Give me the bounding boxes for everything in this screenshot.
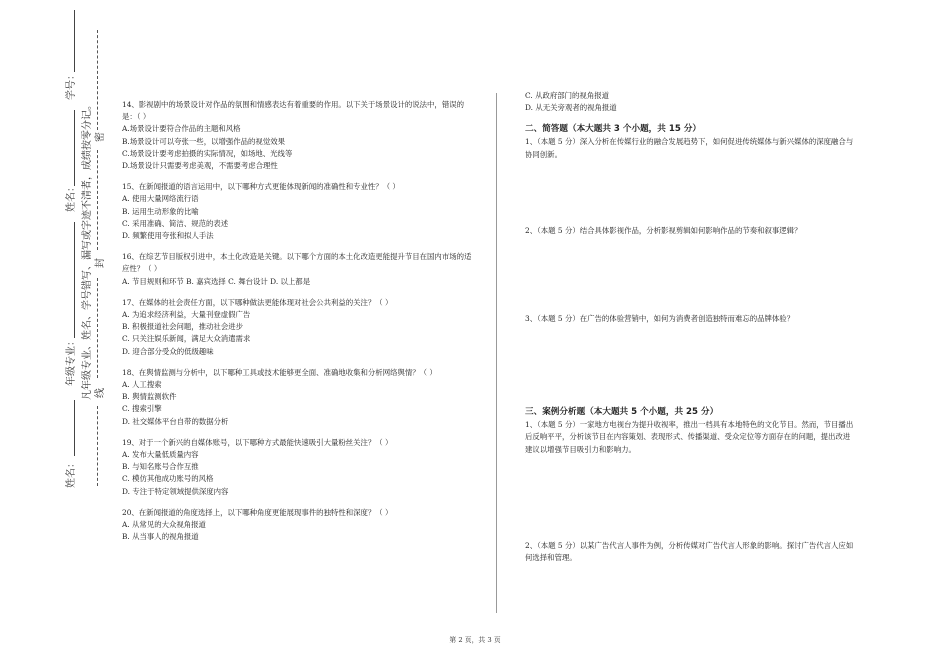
option: B. 与知名账号合作互推 xyxy=(122,462,199,472)
option: B. 从当事人的视角报道 xyxy=(122,532,199,542)
option: D. 专注于特定领域提供深度内容 xyxy=(122,486,229,496)
question-stem: 15、在新闻报道的语言运用中，以下哪种方式更能体现新闻的准确性和专业性？（ ） xyxy=(122,182,400,192)
option: C. 从政府部门的视角报道 xyxy=(525,91,609,100)
student-id-label: 学号： xyxy=(66,70,77,100)
question-17 xyxy=(122,297,472,358)
section-title-case-analysis: 三、案例分析题（本大题共 5 个小题，共 25 分） xyxy=(525,407,719,418)
right-column xyxy=(525,90,855,564)
option: A. 使用大量网络流行语 xyxy=(122,194,199,204)
question-stem: 19、对于一个新兴的自媒体账号，以下哪种方式最能快速吸引大量粉丝关注？（ ） xyxy=(122,437,393,447)
option: B. 舆情监测软件 xyxy=(122,392,177,402)
student-id-underline xyxy=(74,10,75,72)
case-question-1: 1、（本题 5 分）一家地方电视台为提升收视率，推出一档具有本地特色的文化节目。然而，节目播出后反响平平，分析该节目在内容策划、表现形式、传播渠道、受众定位等方面存在的问题，提出改进建议以增强节目吸引力和影响力。 xyxy=(525,420,854,454)
option: D.场景设计只需要考虑美观，不需要考虑合理性 xyxy=(122,161,278,171)
school-label: 姓名： xyxy=(66,458,77,488)
page-number: 第 2 页，共 3 页 xyxy=(449,636,501,644)
option: D. 频繁使用夸张和拟人手法 xyxy=(122,231,214,241)
question-14 xyxy=(122,99,472,172)
option: C. 模仿其他成功账号的风格 xyxy=(122,474,214,484)
question-stem: 17、在媒体的社会责任方面，以下哪种做法更能体现对社会公共利益的关注？（ ） xyxy=(122,297,393,307)
option: D. 社交媒体平台自带的数据分析 xyxy=(122,416,229,426)
option: D. 迎合部分受众的低级趣味 xyxy=(122,346,214,356)
option: A.场景设计要符合作品的主题和风格 xyxy=(122,124,241,134)
seal-line-segment xyxy=(97,30,98,130)
option: C. 采用准确、简洁、规范的表述 xyxy=(122,218,229,228)
section-title-short-answer: 二、简答题（本大题共 3 个小题，共 15 分） xyxy=(525,124,702,135)
left-column xyxy=(122,99,472,544)
option: D. 从无关旁观者的视角报道 xyxy=(525,103,617,113)
case-question-2: 2、（本题 5 分）以某广告代言人事件为例，分析传媒对广告代言人形象的影响。探讨广告代言人应如何选择和管理。 xyxy=(525,540,854,563)
option: A. 人工搜索 xyxy=(122,380,162,390)
seal-line-segment xyxy=(97,278,98,378)
option: A. 从常见的大众视角报道 xyxy=(122,520,206,530)
option: B. 运用生动形象的比喻 xyxy=(122,206,199,216)
school-underline xyxy=(74,400,75,456)
seal-word-mi: 密 xyxy=(95,132,106,142)
question-18 xyxy=(122,367,472,428)
question-stem: 20、在新闻报道的角度选择上，以下哪种角度更能展现事件的独特性和深度？（ ） xyxy=(122,507,393,517)
seal-word-feng: 封 xyxy=(95,258,106,268)
seal-line-segment xyxy=(97,406,98,486)
option: C. 搜索引擎 xyxy=(122,404,162,414)
option: A. 发布大量低质量内容 xyxy=(122,450,199,460)
option: C. 只关注娱乐新闻，满足大众消遣需求 xyxy=(122,334,251,344)
question-20 xyxy=(122,507,472,544)
major-label: 年级专业： xyxy=(66,336,77,386)
seal-line-segment xyxy=(97,150,98,250)
short-answer-question-1: 1、（本题 5 分）深入分析在传媒行业的融合发展趋势下，如何促进传统媒体与新兴媒体的深度融合与协同创新。 xyxy=(525,137,854,159)
question-15 xyxy=(122,181,472,242)
question-stem: 14、影视剧中的场景设计对作品的氛围和情感表达有着重要的作用。以下关于场景设计的说法中，错误的是：（ ） xyxy=(122,100,464,122)
binding-warning: 凡年级专业、姓名、学号错写、漏写或字迹不清者，成绩按零分记。 xyxy=(82,100,93,400)
question-stem: 18、在舆情监测与分析中，以下哪种工具或技术能够更全面、准确地收集和分析网络舆情？（ ） xyxy=(122,367,437,377)
question-16 xyxy=(122,251,472,288)
name-label: 姓名： xyxy=(66,182,77,212)
column-divider xyxy=(496,93,497,613)
major-underline xyxy=(74,222,75,338)
option: B. 积极报道社会问题，推动社会进步 xyxy=(122,322,243,332)
short-answer-question-2: 2、（本题 5 分）结合具体影视作品，分析影视剪辑如何影响作品的节奏和叙事逻辑？ xyxy=(525,225,802,235)
short-answer-question-3: 3、（本题 5 分）在广告的体验营销中，如何为消费者创造独特而难忘的品牌体验？ xyxy=(525,314,795,324)
option: B.场景设计可以夸张一些，以增强作品的视觉效果 xyxy=(122,136,285,146)
name-underline xyxy=(74,110,75,186)
option: C.场景设计要考虑拍摄的实际情况，如场地、光线等 xyxy=(122,148,293,158)
option: A. 节目规则和环节 B. 嘉宾选择 C. 舞台设计 D. 以上都是 xyxy=(122,276,311,286)
question-stem: 16、在综艺节目版权引进中，本土化改造是关键。以下哪个方面的本土化改造更能提升节目在国内市场的适应性？（ ） xyxy=(122,252,472,274)
option: A. 为追求经济利益，大量刊登虚假广告 xyxy=(122,310,251,320)
question-19 xyxy=(122,437,472,498)
seal-word-xian: 线 xyxy=(95,388,106,398)
